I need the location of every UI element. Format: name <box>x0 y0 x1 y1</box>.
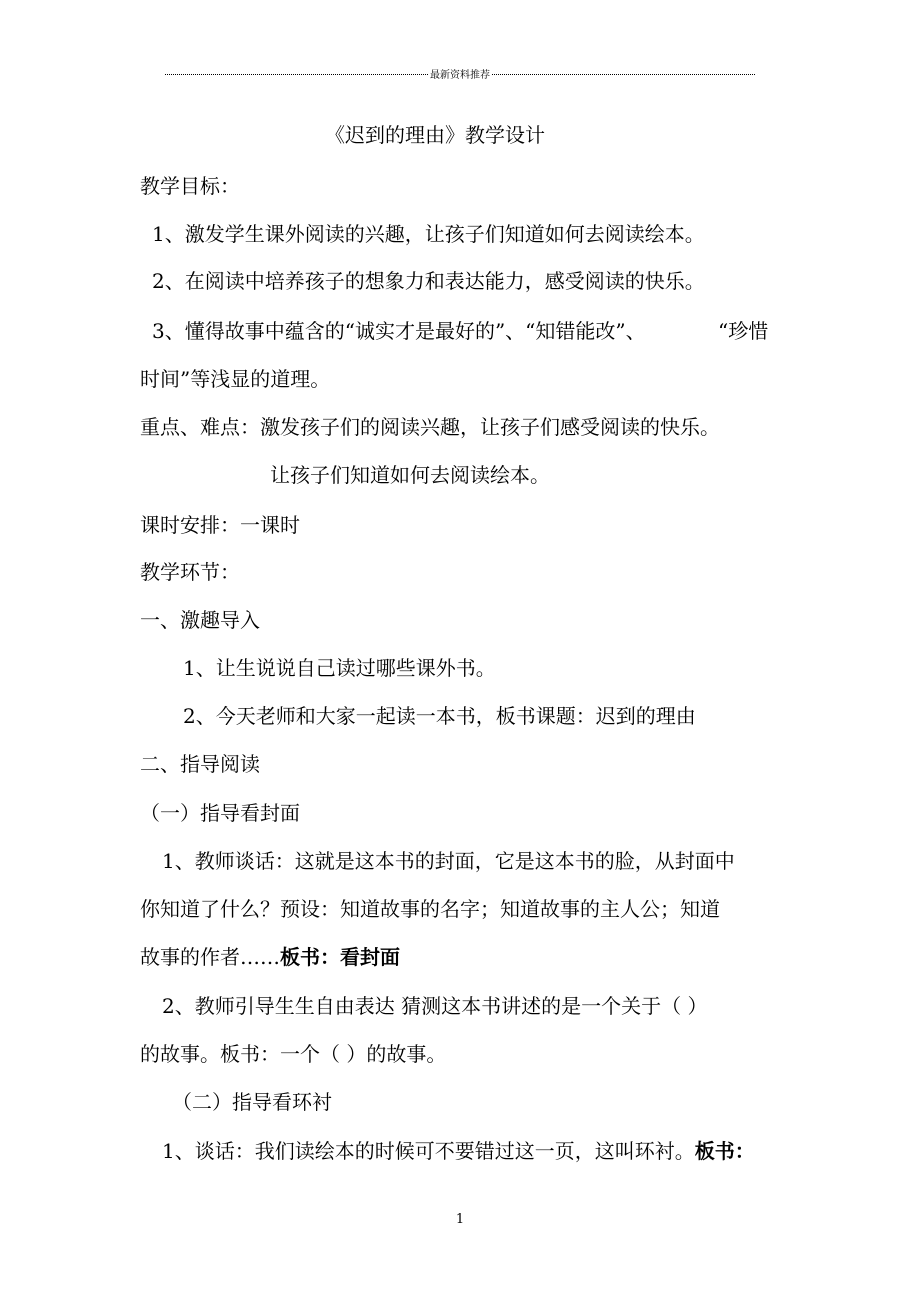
board-note-cover: 板书：看封面 <box>280 945 400 969</box>
goal-3-part-2: “珍惜 <box>718 319 769 343</box>
page-number: 1 <box>455 1212 465 1227</box>
goal-3-part-1: 3、懂得故事中蕴含的“诚实才是最好的”、“知错能改”、 <box>152 319 646 343</box>
goal-1: 1、激发学生课外阅读的兴趣，让孩子们知道如何去阅读绘本。 <box>152 222 705 246</box>
key-points-continued: 让孩子们知道如何去阅读绘本。 <box>270 463 550 487</box>
goal-3-part-3: 时间”等浅显的道理。 <box>140 367 331 391</box>
board-note-endpaper: 板书： <box>694 1139 755 1163</box>
cover-item-2-line-2: 的故事。板书：一个（ ）的故事。 <box>140 1042 447 1066</box>
subsection-cover-heading: （一）指导看封面 <box>140 801 300 825</box>
steps-heading: 教学环节： <box>140 560 240 584</box>
header-dots-right <box>492 74 755 75</box>
header-text: 最新资料推荐 <box>430 69 490 81</box>
endpaper-item-1-text: 1、谈话：我们读绘本的时候可不要错过这一页，这叫环衬。 <box>162 1139 695 1163</box>
page-header <box>165 66 755 80</box>
document-title: 《迟到的理由》教学设计 <box>325 123 545 147</box>
section-2-heading: 二、指导阅读 <box>140 752 260 776</box>
section-1-item-2: 2、今天老师和大家一起读一本书，板书课题：迟到的理由 <box>183 704 696 728</box>
goals-heading: 教学目标： <box>140 174 240 198</box>
schedule: 课时安排：一课时 <box>140 513 300 537</box>
goal-2: 2、在阅读中培养孩子的想象力和表达能力，感受阅读的快乐。 <box>152 269 705 293</box>
cover-item-1-text: 故事的作者…… <box>140 945 280 969</box>
key-points: 重点、难点：激发孩子们的阅读兴趣，让孩子们感受阅读的快乐。 <box>140 415 720 439</box>
cover-item-1-line-3 <box>140 944 400 970</box>
section-1-item-1: 1、让生说说自己读过哪些课外书。 <box>183 656 496 680</box>
cover-item-1-line-1: 1、教师谈话：这就是这本书的封面，它是这本书的脸，从封面中 <box>162 849 735 873</box>
cover-item-2-line-1: 2、教师引导生生自由表达 猜测这本书讲述的是一个关于（ ） <box>162 994 708 1018</box>
subsection-endpaper-heading: （二）指导看环衬 <box>172 1090 332 1114</box>
cover-item-1-line-2: 你知道了什么？预设：知道故事的名字；知道故事的主人公；知道 <box>140 897 720 921</box>
header-dots-left <box>165 74 428 75</box>
endpaper-item-1 <box>162 1138 755 1164</box>
section-1-heading: 一、激趣导入 <box>140 608 260 632</box>
